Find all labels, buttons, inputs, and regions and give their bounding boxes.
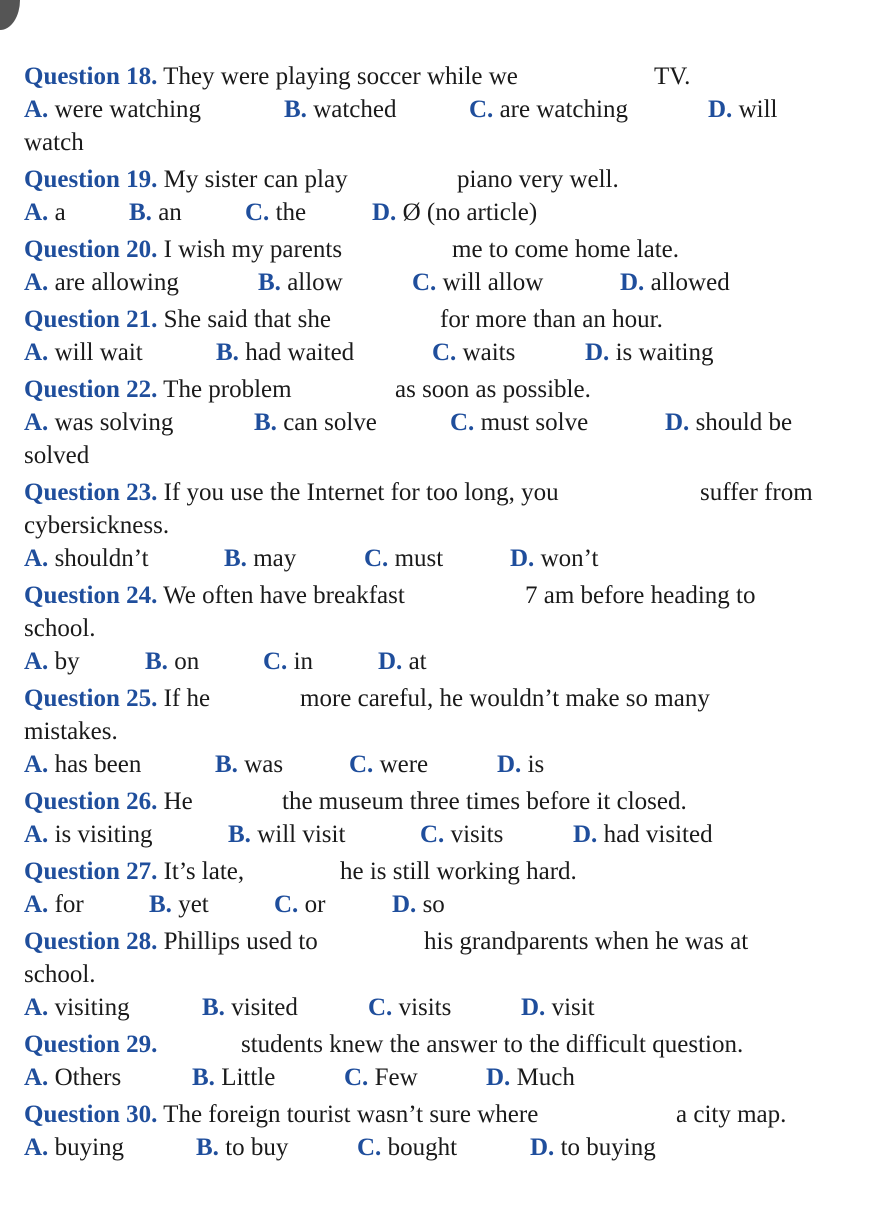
option-letter: A. <box>24 821 49 848</box>
question-25-stem <box>24 682 884 715</box>
question-23-options <box>24 542 884 575</box>
question-26-stem <box>24 785 884 818</box>
option-text: so <box>422 891 445 918</box>
option-letter: C. <box>450 409 475 436</box>
question-label: Question 24. <box>24 582 158 609</box>
question-label: Question 19. <box>24 166 158 193</box>
question-21-stem <box>24 303 884 336</box>
option-text: Few <box>374 1064 418 1091</box>
option-letter: D. <box>530 1134 555 1161</box>
option-text: were watching <box>54 96 202 123</box>
option-letter: C. <box>364 545 389 572</box>
option-letter: C. <box>245 199 270 226</box>
option-letter: A. <box>24 1064 49 1091</box>
option-letter: D. <box>585 339 610 366</box>
stem-before: The foreign tourist wasn’t sure where <box>163 1101 539 1128</box>
option-letter: D. <box>378 648 403 675</box>
option-text: has been <box>54 751 142 778</box>
option-c[interactable] <box>263 645 313 678</box>
option-text: may <box>253 545 297 572</box>
question-label: Question 29. <box>24 1031 158 1058</box>
option-text: yet <box>178 891 209 918</box>
option-letter: B. <box>145 648 168 675</box>
option-letter: B. <box>258 269 281 296</box>
option-letter: B. <box>196 1134 219 1161</box>
option-c[interactable] <box>450 406 588 439</box>
option-text: was solving <box>54 409 174 436</box>
option-a[interactable] <box>24 542 149 575</box>
option-a[interactable] <box>24 336 143 369</box>
option-letter: D. <box>372 199 397 226</box>
option-d[interactable] <box>378 645 427 678</box>
option-text: an <box>158 199 182 226</box>
option-c[interactable] <box>357 1131 457 1164</box>
option-letter: B. <box>149 891 172 918</box>
stem-continuation: mistakes. <box>24 718 118 745</box>
option-text: bought <box>387 1134 458 1161</box>
stem-after: me to come home late. <box>452 236 680 263</box>
option-a[interactable] <box>24 645 80 678</box>
option-text: will allow <box>442 269 544 296</box>
option-d[interactable] <box>372 196 537 229</box>
question-25-options <box>24 748 884 781</box>
question-29-stem <box>24 1028 884 1061</box>
question-label: Question 18. <box>24 63 158 90</box>
option-text: by <box>54 648 80 675</box>
option-letter: D. <box>708 96 733 123</box>
option-b[interactable] <box>192 1061 275 1094</box>
option-a[interactable] <box>24 1131 124 1164</box>
option-b[interactable] <box>216 336 354 369</box>
option-letter: A. <box>24 994 49 1021</box>
question-26-options <box>24 818 884 851</box>
option-letter: B. <box>202 994 225 1021</box>
question-label: Question 30. <box>24 1101 158 1128</box>
option-letter: D. <box>521 994 546 1021</box>
option-letter: D. <box>510 545 535 572</box>
option-text: or <box>304 891 326 918</box>
option-letter: A. <box>24 96 49 123</box>
option-b[interactable] <box>284 93 396 126</box>
stem-before: My sister can play <box>163 166 348 193</box>
question-19-options <box>24 196 884 229</box>
option-d[interactable] <box>620 266 730 299</box>
option-letter: D. <box>665 409 690 436</box>
option-text: to buying <box>560 1134 656 1161</box>
page-corner-shadow <box>0 0 20 30</box>
option-text: is <box>527 751 545 778</box>
option-text: visiting <box>54 994 130 1021</box>
stem-after: as soon as possible. <box>395 376 591 403</box>
stem-before: He <box>163 788 193 815</box>
option-a[interactable] <box>24 266 179 299</box>
option-letter: C. <box>274 891 299 918</box>
question-21-options <box>24 336 884 369</box>
option-b[interactable] <box>228 818 345 851</box>
option-b[interactable] <box>129 196 182 229</box>
option-letter: B. <box>254 409 277 436</box>
option-d[interactable] <box>585 336 713 369</box>
stem-after: for more than an hour. <box>440 306 663 333</box>
option-text: should be <box>695 409 793 436</box>
question-label: Question 23. <box>24 479 158 506</box>
stem-after: the museum three times before it closed. <box>282 788 687 815</box>
option-text: will <box>738 96 778 123</box>
option-text: buying <box>54 1134 125 1161</box>
option-a[interactable] <box>24 406 173 439</box>
option-letter: D. <box>620 269 645 296</box>
option-letter: C. <box>349 751 374 778</box>
option-d-continuation: watch <box>24 129 84 156</box>
option-text: a <box>54 199 66 226</box>
option-text: for <box>54 891 84 918</box>
option-text: will visit <box>257 821 346 848</box>
option-d-continuation: solved <box>24 442 90 469</box>
question-label: Question 25. <box>24 685 158 712</box>
question-28-stem <box>24 925 884 958</box>
option-d[interactable] <box>497 748 544 781</box>
stem-after: suffer from <box>700 479 813 506</box>
option-d[interactable] <box>486 1061 575 1094</box>
option-c[interactable] <box>432 336 515 369</box>
option-text: is visiting <box>54 821 153 848</box>
option-c[interactable] <box>344 1061 418 1094</box>
option-text: are allowing <box>54 269 179 296</box>
option-text: Little <box>221 1064 276 1091</box>
option-text: in <box>293 648 314 675</box>
option-text: watched <box>313 96 397 123</box>
question-18-stem <box>24 60 884 93</box>
stem-after: a city map. <box>676 1101 787 1128</box>
option-c[interactable] <box>364 542 443 575</box>
option-text: at <box>408 648 427 675</box>
option-d[interactable] <box>510 542 598 575</box>
option-d[interactable] <box>530 1131 656 1164</box>
option-b[interactable] <box>149 888 209 921</box>
option-letter: B. <box>228 821 251 848</box>
question-27-stem <box>24 855 884 888</box>
option-c[interactable] <box>274 888 325 921</box>
option-text: won’t <box>540 545 599 572</box>
option-text: visits <box>450 821 504 848</box>
stem-before: It’s late, <box>163 858 245 885</box>
option-text: visit <box>551 994 595 1021</box>
option-letter: C. <box>357 1134 382 1161</box>
stem-before: If you use the Internet for too long, you <box>163 479 559 506</box>
option-letter: A. <box>24 269 49 296</box>
option-d[interactable] <box>392 888 445 921</box>
option-letter: A. <box>24 199 49 226</box>
option-text: are watching <box>499 96 628 123</box>
option-a[interactable] <box>24 1061 121 1094</box>
stem-continuation: school. <box>24 615 96 642</box>
stem-before: Phillips used to <box>163 928 318 955</box>
question-sheet <box>24 60 884 1164</box>
question-label: Question 20. <box>24 236 158 263</box>
question-30-options <box>24 1131 884 1164</box>
option-text: can solve <box>283 409 377 436</box>
option-b[interactable] <box>254 406 377 439</box>
stem-after: he is still working hard. <box>340 858 577 885</box>
option-a[interactable] <box>24 196 66 229</box>
option-c[interactable] <box>368 991 451 1024</box>
stem-before: We often have breakfast <box>163 582 405 609</box>
option-text: waits <box>462 339 516 366</box>
option-text: Ø (no article) <box>402 199 538 226</box>
option-letter: A. <box>24 545 49 572</box>
option-a[interactable] <box>24 93 201 126</box>
option-b[interactable] <box>196 1131 288 1164</box>
option-letter: B. <box>192 1064 215 1091</box>
option-text: had waited <box>245 339 355 366</box>
option-text: visited <box>231 994 298 1021</box>
option-letter: A. <box>24 339 49 366</box>
option-b[interactable] <box>215 748 283 781</box>
option-a[interactable] <box>24 818 153 851</box>
question-27-options <box>24 888 884 921</box>
option-b[interactable] <box>258 266 343 299</box>
option-d[interactable] <box>521 991 595 1024</box>
stem-before: She said that she <box>163 306 331 333</box>
question-22-stem <box>24 373 884 406</box>
option-c[interactable] <box>412 266 543 299</box>
option-text: visits <box>398 994 452 1021</box>
option-letter: D. <box>486 1064 511 1091</box>
option-letter: A. <box>24 891 49 918</box>
option-text: on <box>174 648 200 675</box>
option-text: must <box>394 545 444 572</box>
option-letter: C. <box>432 339 457 366</box>
option-b[interactable] <box>145 645 199 678</box>
option-a[interactable] <box>24 991 130 1024</box>
option-d[interactable] <box>708 93 777 126</box>
option-text: allowed <box>650 269 730 296</box>
option-letter: C. <box>368 994 393 1021</box>
stem-before: I wish my parents <box>163 236 343 263</box>
option-d[interactable] <box>573 818 713 851</box>
option-text: is waiting <box>615 339 714 366</box>
option-letter: D. <box>392 891 417 918</box>
stem-before: They were playing soccer while we <box>163 63 518 90</box>
option-a[interactable] <box>24 888 84 921</box>
stem-after: more careful, he wouldn’t make so many <box>300 685 710 712</box>
option-letter: C. <box>263 648 288 675</box>
question-24-options <box>24 645 884 678</box>
option-b[interactable] <box>224 542 296 575</box>
option-c[interactable] <box>469 93 628 126</box>
option-letter: C. <box>344 1064 369 1091</box>
option-text: allow <box>287 269 343 296</box>
question-19-stem <box>24 163 884 196</box>
option-text: must solve <box>480 409 589 436</box>
option-c[interactable] <box>349 748 428 781</box>
option-a[interactable] <box>24 748 141 781</box>
question-23-stem <box>24 476 884 509</box>
option-letter: D. <box>573 821 598 848</box>
option-letter: C. <box>469 96 494 123</box>
question-18-options <box>24 93 884 126</box>
question-24-stem <box>24 579 884 612</box>
option-d[interactable] <box>665 406 792 439</box>
stem-continuation: cybersickness. <box>24 512 170 539</box>
option-letter: B. <box>224 545 247 572</box>
option-letter: A. <box>24 751 49 778</box>
option-letter: A. <box>24 409 49 436</box>
question-29-options <box>24 1061 884 1094</box>
question-label: Question 21. <box>24 306 158 333</box>
option-letter: B. <box>215 751 238 778</box>
option-text: will wait <box>54 339 143 366</box>
option-text: Others <box>54 1064 122 1091</box>
option-letter: B. <box>284 96 307 123</box>
option-letter: A. <box>24 1134 49 1161</box>
option-letter: C. <box>412 269 437 296</box>
question-28-options <box>24 991 884 1024</box>
question-label: Question 28. <box>24 928 158 955</box>
option-letter: A. <box>24 648 49 675</box>
stem-after: TV. <box>654 63 691 90</box>
option-letter: B. <box>216 339 239 366</box>
option-letter: D. <box>497 751 522 778</box>
question-22-options <box>24 406 884 439</box>
stem-before: The problem <box>163 376 292 403</box>
option-text: Much <box>516 1064 575 1091</box>
stem-before: If he <box>163 685 211 712</box>
question-20-stem <box>24 233 884 266</box>
question-30-stem <box>24 1098 884 1131</box>
question-label: Question 27. <box>24 858 158 885</box>
option-text: was <box>244 751 284 778</box>
question-label: Question 22. <box>24 376 158 403</box>
option-text: shouldn’t <box>54 545 149 572</box>
stem-continuation: school. <box>24 961 96 988</box>
stem-after: 7 am before heading to <box>525 582 756 609</box>
option-text: had visited <box>603 821 713 848</box>
option-c[interactable] <box>420 818 503 851</box>
option-text: the <box>275 199 307 226</box>
stem-after: piano very well. <box>457 166 619 193</box>
stem-after: his grandparents when he was at <box>424 928 749 955</box>
option-b[interactable] <box>202 991 298 1024</box>
option-letter: B. <box>129 199 152 226</box>
stem-after: students knew the answer to the difficult question. <box>241 1031 744 1058</box>
option-text: to buy <box>225 1134 289 1161</box>
question-20-options <box>24 266 884 299</box>
option-c[interactable] <box>245 196 306 229</box>
question-label: Question 26. <box>24 788 158 815</box>
option-letter: C. <box>420 821 445 848</box>
option-text: were <box>379 751 429 778</box>
